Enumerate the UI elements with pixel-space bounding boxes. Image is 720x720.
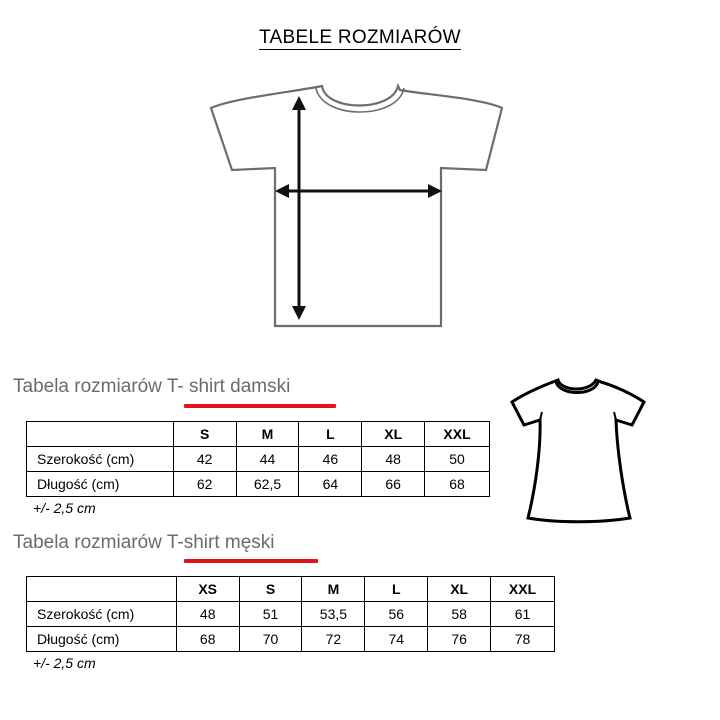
table-cell: 68 xyxy=(425,472,490,497)
size-header: XXL xyxy=(491,577,555,602)
page-title: TABELE ROZMIARÓW xyxy=(259,27,461,48)
womens-tolerance: +/- 2,5 cm xyxy=(33,500,96,516)
size-header: M xyxy=(302,577,365,602)
womens-table-heading: Tabela rozmiarów T- shirt damski xyxy=(13,376,291,397)
table-cell: 66 xyxy=(362,472,425,497)
size-header: XS xyxy=(176,577,239,602)
size-header: XL xyxy=(428,577,491,602)
table-header-row xyxy=(27,577,555,602)
size-header: S xyxy=(173,422,236,447)
table-corner-cell xyxy=(27,577,177,602)
table-cell: 48 xyxy=(176,602,239,627)
row-label: Długość (cm) xyxy=(27,472,174,497)
size-header: L xyxy=(299,422,362,447)
womens-heading-underline xyxy=(184,404,336,408)
table-cell: 61 xyxy=(491,602,555,627)
mens-size-table xyxy=(26,576,555,652)
size-header: S xyxy=(239,577,302,602)
womens-size-table xyxy=(26,421,490,497)
table-header-row xyxy=(27,422,490,447)
table-row xyxy=(27,447,490,472)
table-cell: 72 xyxy=(302,627,365,652)
table-cell: 42 xyxy=(173,447,236,472)
table-corner-cell xyxy=(27,422,174,447)
table-cell: 44 xyxy=(236,447,299,472)
size-header: L xyxy=(365,577,428,602)
mens-heading-underline xyxy=(184,559,318,563)
table-row xyxy=(27,602,555,627)
table-cell: 78 xyxy=(491,627,555,652)
mens-tolerance: +/- 2,5 cm xyxy=(33,655,96,671)
table-cell: 58 xyxy=(428,602,491,627)
table-row xyxy=(27,472,490,497)
row-label: Szerokość (cm) xyxy=(27,447,174,472)
size-header: M xyxy=(236,422,299,447)
mens-table-heading: Tabela rozmiarów T-shirt męski xyxy=(13,532,275,553)
table-cell: 53,5 xyxy=(302,602,365,627)
row-label: Długość (cm) xyxy=(27,627,177,652)
table-cell: 70 xyxy=(239,627,302,652)
size-header: XL xyxy=(362,422,425,447)
table-cell: 74 xyxy=(365,627,428,652)
table-cell: 50 xyxy=(425,447,490,472)
table-cell: 46 xyxy=(299,447,362,472)
table-cell: 48 xyxy=(362,447,425,472)
table-cell: 51 xyxy=(239,602,302,627)
size-header: XXL xyxy=(425,422,490,447)
table-cell: 64 xyxy=(299,472,362,497)
table-cell: 62,5 xyxy=(236,472,299,497)
table-cell: 68 xyxy=(176,627,239,652)
table-cell: 56 xyxy=(365,602,428,627)
table-cell: 76 xyxy=(428,627,491,652)
row-label: Szerokość (cm) xyxy=(27,602,177,627)
table-row xyxy=(27,627,555,652)
table-cell: 62 xyxy=(173,472,236,497)
